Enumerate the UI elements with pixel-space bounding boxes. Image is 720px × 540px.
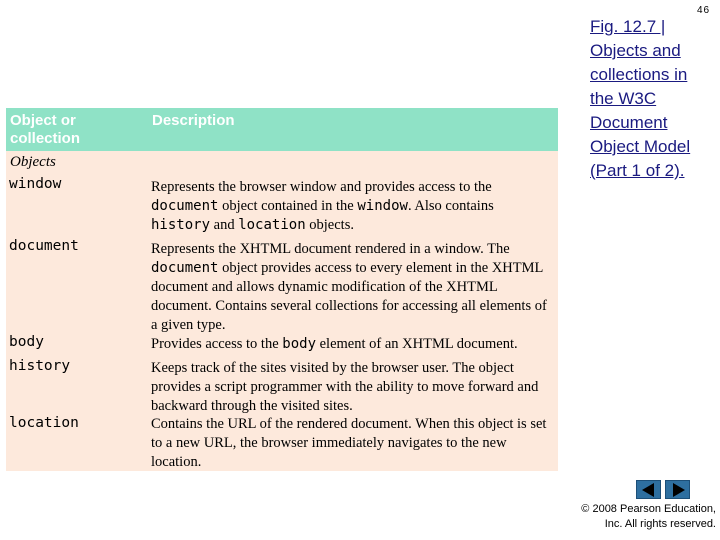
triangle-right-icon bbox=[673, 483, 685, 497]
code-term: document bbox=[151, 260, 219, 276]
row-name-location: location bbox=[9, 415, 79, 431]
row-name-window: window bbox=[9, 176, 62, 192]
previous-slide-button[interactable] bbox=[636, 480, 661, 499]
copyright-notice: © 2008 Pearson Education, Inc. All rights reserved. bbox=[581, 503, 716, 530]
objects-table bbox=[6, 108, 558, 471]
next-slide-button[interactable] bbox=[665, 480, 690, 499]
section-label-objects: Objects bbox=[10, 154, 56, 170]
row-name-history: history bbox=[9, 358, 71, 374]
row-desc-window bbox=[151, 178, 555, 235]
desc-text: element of an XHTML document. bbox=[316, 336, 518, 352]
desc-text: Represents the browser window and provides access to the bbox=[151, 179, 492, 195]
row-desc-history bbox=[151, 359, 555, 416]
slide-number: 46 bbox=[697, 5, 711, 16]
row-desc-location bbox=[151, 415, 555, 472]
header-object-or-collection: Object or collection bbox=[10, 112, 81, 147]
code-term: location bbox=[238, 217, 306, 233]
desc-text: objects. bbox=[305, 217, 354, 233]
code-term: document bbox=[151, 198, 219, 214]
desc-text: Keeps track of the sites visited by the browser user. The object provides a script programmer with the ability to move forward and backward through the visited sites. bbox=[151, 360, 539, 414]
desc-text: Represents the XHTML document rendered in a window. The bbox=[151, 241, 510, 257]
desc-text: Contains the URL of the rendered document. When this object is set to a new URL, the browser immediately navigates to the new location. bbox=[151, 416, 547, 470]
figure-caption-link[interactable]: Fig. 12.7 | Objects and collections in the W3C Document Object Model (Part 1 of 2). bbox=[590, 17, 691, 180]
code-term: history bbox=[151, 217, 211, 233]
header-description: Description bbox=[152, 112, 235, 129]
desc-text: and bbox=[210, 217, 239, 233]
row-name-document: document bbox=[9, 238, 79, 254]
desc-text: object contained in the bbox=[218, 198, 358, 214]
desc-text: . Also contains bbox=[407, 198, 494, 214]
desc-text: Provides access to the bbox=[151, 336, 283, 352]
code-term: window bbox=[357, 198, 408, 214]
code-term: body bbox=[282, 336, 316, 352]
triangle-left-icon bbox=[642, 483, 654, 497]
row-desc-document bbox=[151, 240, 555, 335]
row-desc-body bbox=[151, 335, 555, 354]
desc-text: object provides access to every element in the XHTML document and allows dynamic modification of the XHTML document. Contains several collections for accessing all elements of a given type. bbox=[151, 260, 547, 333]
row-name-body: body bbox=[9, 334, 44, 350]
table-header bbox=[6, 108, 558, 151]
